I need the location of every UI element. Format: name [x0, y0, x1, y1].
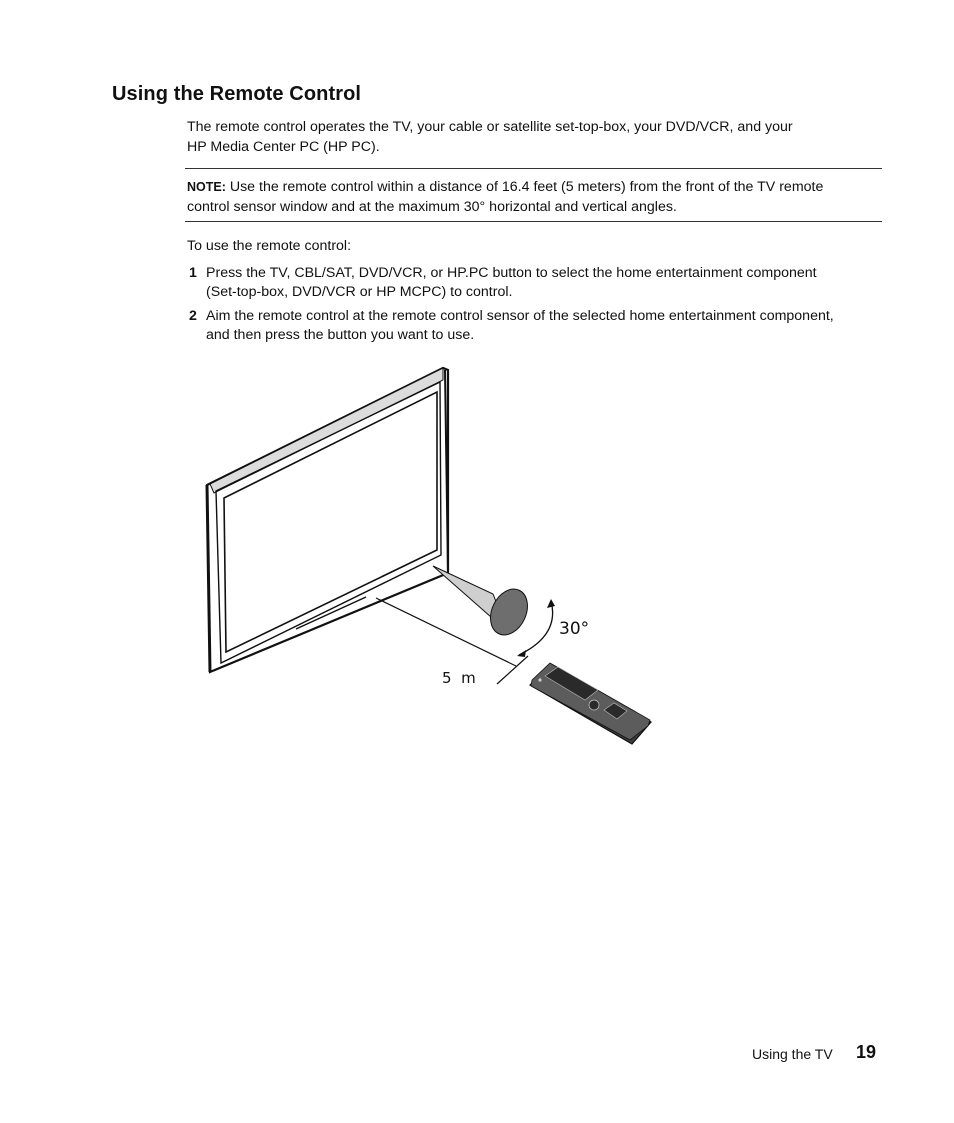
cone-base [483, 583, 534, 641]
angle-label: 30° [559, 619, 590, 639]
note-line-2: control sensor window and at the maximum 30° horizontal and vertical angles. [187, 199, 677, 215]
angle-arrow-top [547, 599, 555, 608]
note-box [185, 168, 882, 222]
step-item [187, 307, 887, 345]
distance-tick [497, 656, 528, 684]
remote-power-button [538, 678, 541, 681]
intro-line-1: The remote control operates the TV, your cable or satellite set-top-box, your DVD/VCR, and your [187, 119, 793, 135]
note-line-1: Use the remote control within a distance of 16.4 feet (5 meters) from the front of the TV remote [225, 179, 824, 195]
tv-illustration [207, 368, 448, 672]
step-number: 2 [189, 308, 197, 324]
remote-usage-illustration [190, 360, 670, 760]
footer-section-name: Using the TV [752, 1046, 833, 1062]
section-heading: Using the Remote Control [112, 83, 362, 105]
step-line-1: Aim the remote control at the remote control sensor of the selected home entertainment component, [206, 308, 834, 324]
remote-control-illustration [530, 663, 651, 744]
step-item [187, 264, 887, 302]
angle-arrow-bottom [517, 650, 526, 657]
step-line-1: Press the TV, CBL/SAT, DVD/VCR, or HP.PC button to select the home entertainment component [206, 265, 817, 281]
remote-nav-pad [589, 700, 599, 710]
distance-label: 5 m [442, 669, 476, 687]
step-line-2: and then press the button you want to use. [206, 327, 475, 343]
note-text [187, 177, 882, 217]
step-number: 1 [189, 265, 197, 281]
intro-paragraph [187, 117, 867, 157]
step-line-2: (Set-top-box, DVD/VCR or HP MCPC) to control. [206, 284, 513, 300]
note-label: NOTE: [187, 180, 226, 194]
page-number: 19 [856, 1042, 877, 1062]
instructions-lead: To use the remote control: [187, 238, 352, 254]
steps-list [187, 264, 887, 350]
intro-line-2: HP Media Center PC (HP PC). [187, 139, 380, 155]
signal-cone [433, 566, 535, 641]
